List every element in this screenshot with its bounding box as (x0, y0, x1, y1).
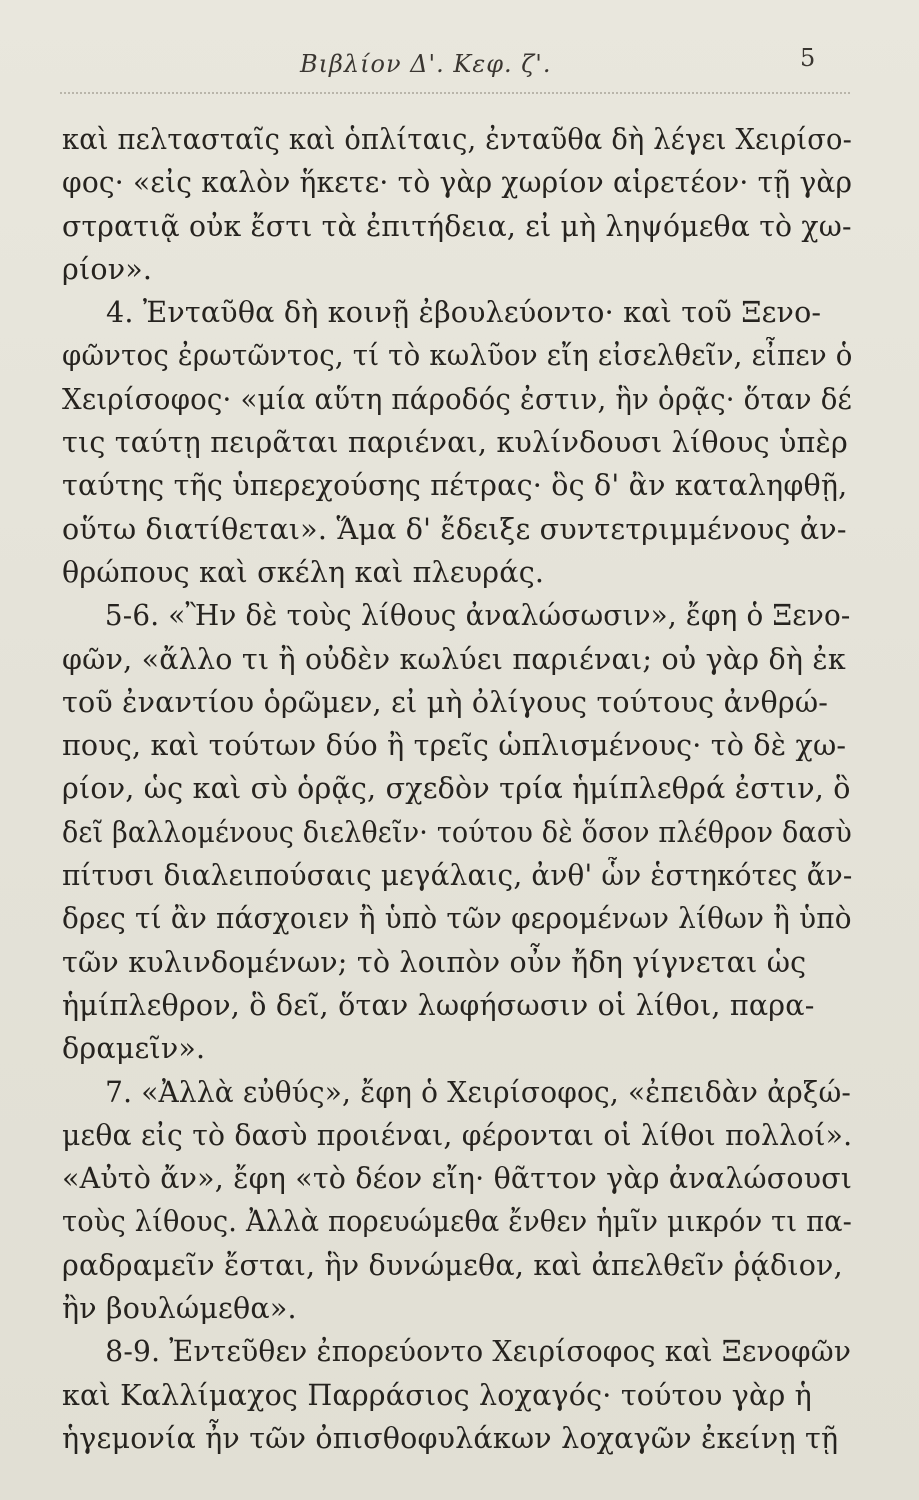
text-line: καὶ Καλλίμαχος Παρράσιος λοχαγός· τούτου γὰρ ἡ (62, 1378, 812, 1412)
text-line: δραμεῖν». (62, 1032, 206, 1066)
paragraph-7-start: 7. «Ἀλλὰ εὐθύς», ἔφη ὁ Χειρίσοφος, «ἐπειδὰν ἀρξώ- (105, 1075, 852, 1109)
text-line: δεῖ βαλλομένους διελθεῖν· τούτου δὲ ὅσον πλέθρον δασὺ (62, 815, 853, 849)
header-dotted-rule (60, 92, 850, 94)
text-line: τοὺς λίθους. Ἀλλὰ πορευώμεθα ἔνθεν ἡμῖν μικρόν τι πα- (62, 1205, 853, 1239)
text-line: ρίον». (62, 252, 153, 286)
body-text (62, 118, 852, 1460)
text-line: ταύτης τῆς ὑπερεχούσης πέτρας· ὃς δ' ἂν καταληφθῇ, (62, 469, 848, 503)
text-line: Χειρίσοφος· «μία αὕτη πάροδός ἐστιν, ἣν ὁρᾷς· ὅταν δέ (62, 382, 852, 416)
text-line: δρες τί ἂν πάσχοιεν ἢ ὑπὸ τῶν φερομένων λίθων ἢ ὑπὸ (62, 902, 852, 936)
text-line: ἡμίπλεθρον, ὃ δεῖ, ὅταν λωφήσωσιν οἱ λίθοι, παρα- (62, 988, 815, 1022)
text-line: τις ταύτῃ πειρᾶται παριέναι, κυλίνδουσι λίθους ὑπὲρ (62, 426, 848, 460)
text-line: πους, καὶ τούτων δύο ἢ τρεῖς ὡπλισμένους· τὸ δὲ χω- (62, 729, 847, 763)
running-head: Βιβλίον Δ'. Κεφ. ζ'. (300, 50, 552, 78)
page-number: 5 (800, 44, 816, 72)
text-line: θρώπους καὶ σκέλη καὶ πλευράς. (62, 555, 545, 589)
text-line: τῶν κυλινδομένων; τὸ λοιπὸν οὖν ἤδη γίγνεται ὡς (62, 945, 807, 979)
text-line: καὶ πελτασταῖς καὶ ὁπλίταις, ἐνταῦθα δὴ λέγει Χειρίσο- (62, 123, 853, 156)
text-line: ραδραμεῖν ἔσται, ἣν δυνώμεθα, καὶ ἀπελθεῖν ῥᾴδιον, (62, 1248, 843, 1282)
paragraph-5-6-start: 5-6. «Ἢν δὲ τοὺς λίθους ἀναλώσωσιν», ἔφη ὁ Ξενο- (104, 599, 851, 633)
text-line: φῶν, «ἄλλο τι ἢ οὐδὲν κωλύει παριέναι; οὐ γὰρ δὴ ἐκ (62, 642, 846, 676)
text-line: φῶντος ἐρωτῶντος, τί τὸ κωλῦον εἴη εἰσελθεῖν, εἶπεν ὁ (62, 339, 853, 373)
paragraph-8-9-start: 8-9. Ἐντεῦθεν ἐπορεύοντο Χειρίσοφος καὶ Ξενοφῶν (105, 1335, 852, 1369)
text-line: ἢν βουλώμεθα». (62, 1292, 297, 1326)
text-line: τοῦ ἐναντίου ὁρῶμεν, εἰ μὴ ὀλίγους τούτους ἀνθρώ- (62, 685, 829, 719)
text-line: μεθα εἰς τὸ δασὺ προιέναι, φέρονται οἱ λίθοι πολλοί». (62, 1118, 853, 1152)
paragraph-4-start: 4. Ἐνταῦθα δὴ κοινῇ ἐβουλεύοντο· καὶ τοῦ Ξενο- (106, 296, 822, 330)
text-line: στρατιᾷ οὐκ ἔστι τὰ ἐπιτήδεια, εἰ μὴ ληψόμεθα τὸ χω- (62, 209, 852, 243)
text-line: πίτυσι διαλειπούσαις μεγάλαις, ἀνθ' ὧν ἑστηκότες ἄν- (62, 859, 853, 893)
text-line: φος· «εἰς καλὸν ἥκετε· τὸ γὰρ χωρίον αἱρετέον· τῇ γὰρ (62, 166, 853, 200)
text-line: ἡγεμονία ἦν τῶν ὀπισθοφυλάκων λοχαγῶν ἐκείνῃ τῇ (62, 1421, 839, 1455)
text-line: ρίον, ὡς καὶ σὺ ὁρᾷς, σχεδὸν τρία ἡμίπλεθρά ἐστιν, ὃ (62, 772, 851, 806)
text-line: οὕτω διατίθεται». Ἅμα δ' ἔδειξε συντετριμμένους ἀν- (62, 512, 847, 546)
text-line: «Αὐτὸ ἄν», ἔφη «τὸ δέον εἴη· θᾶττον γὰρ ἀναλώσουσι (62, 1162, 853, 1196)
